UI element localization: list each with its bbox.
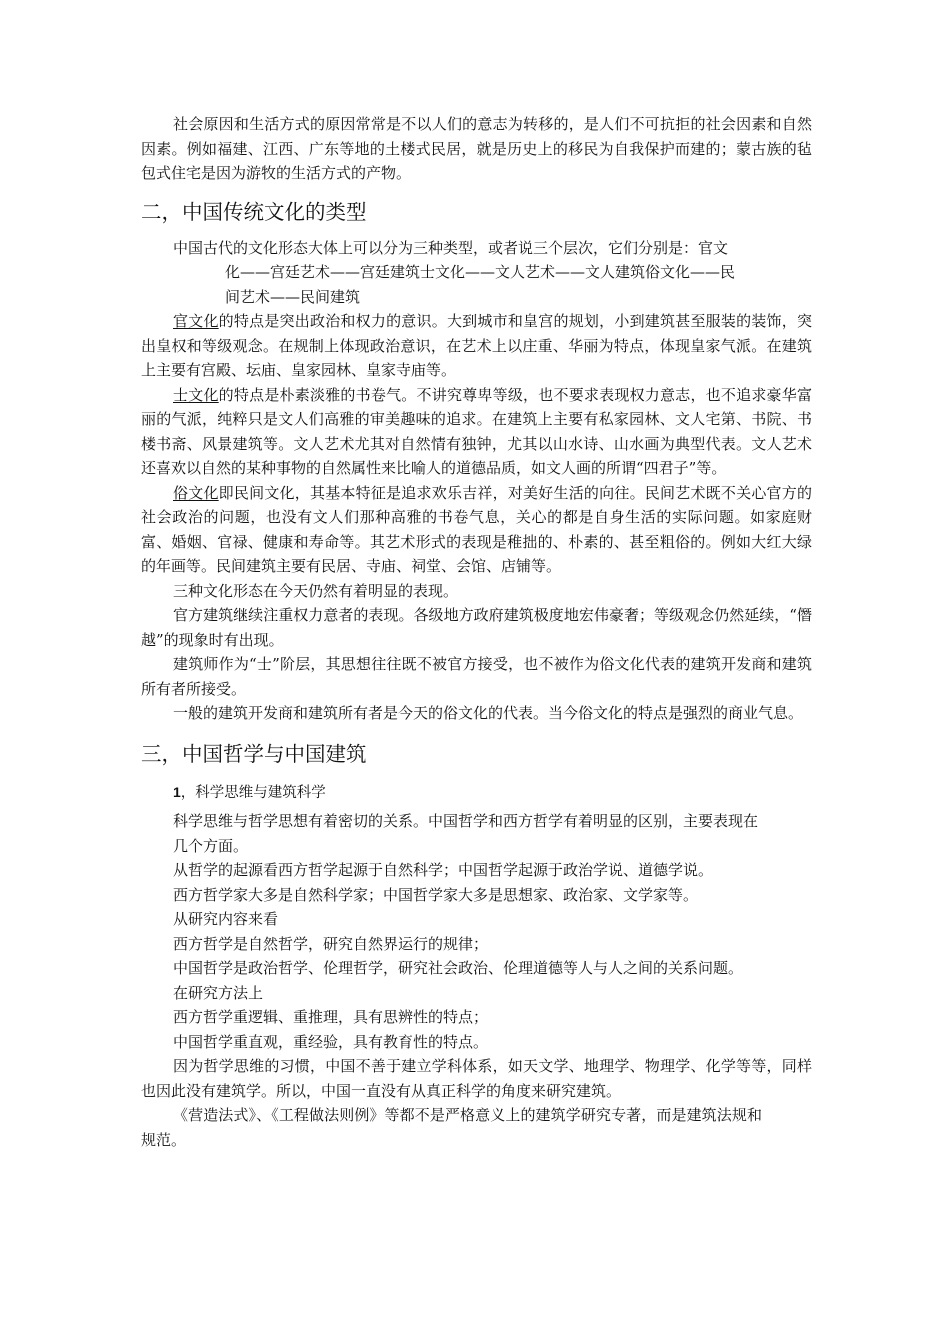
official-culture-text: 的特点是突出政治和权力的意识。大到城市和皇宫的规划，小到建筑甚至服装的装饰，突出皇权和等级观念。在规制上体现政治意识，在艺术上以庄重、华丽为特点，体现皇家气派。在建筑上主要有宫殿、坛庙、皇家园林、皇家寺庙等。 bbox=[141, 312, 812, 379]
philosophy-line-4: 西方哲学是自然哲学，研究自然界运行的规律； bbox=[173, 934, 489, 953]
section-heading-culture-types: 二，中国传统文化的类型 bbox=[141, 199, 367, 224]
philosophy-line-8: 中国哲学重直观，重经验，具有教育性的特点。 bbox=[173, 1032, 489, 1051]
term-official-culture: 官文化 bbox=[173, 312, 219, 330]
philosophy-line-6: 在研究方法上 bbox=[173, 983, 264, 1002]
paragraph-folk-culture bbox=[141, 481, 812, 579]
paragraph-three-forms: 三种文化形态在今天仍然有着明显的表现。 bbox=[173, 581, 459, 600]
philosophy-line-1: 从哲学的起源看西方哲学起源于自然科学；中国哲学起源于政治学说、道德学说。 bbox=[173, 861, 714, 879]
culture-intro-line-1: 中国古代的文化形态大体上可以分为三种类型，或者说三个层次，它们分别是：官文 bbox=[173, 238, 729, 257]
paragraph-philosophy-habit: 因为哲学思维的习惯，中国不善于建立学科体系，如天文学、地理学、物理学、化学等等，同样也因此没有建筑学。所以，中国一直没有从真正科学的角度来研究建筑。 bbox=[141, 1057, 812, 1100]
philosophy-line-0: 科学思维与哲学思想有着密切的关系。中国哲学和西方哲学有着明显的区别，主要表现在几个方面。 bbox=[173, 812, 759, 855]
paragraph-social-causes: 社会原因和生活方式的原因常常是不以人们的意志为转移的，是人们不可抗拒的社会因素和自然因素。例如福建、江西、广东等地的土楼式民居，就是历史上的移民为自我保护而建的；蒙古族的毡包式住宅是因为游牧的生活方式的产物。 bbox=[141, 115, 812, 182]
culture-intro-line-2: 化——宫廷艺术——宫廷建筑士文化——文人艺术——文人建筑俗文化——民 bbox=[225, 263, 736, 281]
paragraph-classic-books: 《营造法式》、《工程做法则例》等都不是严格意义上的建筑学研究专著，而是建筑法规和规范。 bbox=[141, 1106, 762, 1149]
folk-culture-text: 即民间文化，其基本特征是追求欢乐吉祥，对美好生活的向往。民间艺术既不关心官方的社会政治的问题，也没有文人们那种高雅的书卷气息，关心的都是自身生活的实际问题。如家庭财富、婚姻、官禄、健康和寿命等。其艺术形式的表现是稚拙的、朴素的、甚至粗俗的。例如大红大绿的年画等。民间建筑主要有民居、寺庙、祠堂、会馆、店铺等。 bbox=[141, 483, 812, 575]
subsection-number: 1 bbox=[173, 783, 181, 800]
paragraph-official-architecture: 官方建筑继续注重权力意者的表现。各级地方政府建筑极度地宏伟豪奢；等级观念仍然延续，“僭越”的现象时有出现。 bbox=[141, 606, 812, 649]
section-heading-philosophy: 三，中国哲学与中国建筑 bbox=[141, 741, 367, 766]
paragraph-developer: 一般的建筑开发商和建筑所有者是今天的俗文化的代表。当今俗文化的特点是强烈的商业气息。 bbox=[173, 704, 804, 722]
subsection-heading-scientific-thinking bbox=[141, 780, 812, 806]
paragraph-architect: 建筑师作为“士”阶层，其思想往往既不被官方接受，也不被作为俗文化代表的建筑开发商和建筑所有者所接受。 bbox=[141, 655, 812, 698]
paragraph-scholar-culture bbox=[141, 383, 812, 481]
term-folk-culture: 俗文化 bbox=[173, 483, 219, 502]
subsection-title: ，科学思维与建筑科学 bbox=[180, 784, 326, 801]
philosophy-line-3: 从研究内容来看 bbox=[173, 910, 279, 928]
philosophy-line-5: 中国哲学是政治哲学、伦理哲学，研究社会政治、伦理道德等人与人之间的关系问题。 bbox=[173, 959, 744, 977]
philosophy-line-2: 西方哲学家大多是自然科学家；中国哲学家大多是思想家、政治家、文学家等。 bbox=[173, 885, 699, 904]
paragraph-official-culture bbox=[141, 309, 812, 383]
term-scholar-culture: 士文化 bbox=[173, 385, 219, 404]
scholar-culture-text: 的特点是朴素淡雅的书卷气。不讲究尊卑等级，也不要求表现权力意志，也不追求豪华富丽的气派，纯粹只是文人们高雅的审美趣味的追求。在建筑上主要有私家园林、文人宅第、书院、书楼书斋、风景建筑等。文人艺术尤其对自然情有独钟，尤其以山水诗、山水画为典型代表。文人艺术还喜欢以自然的某种事物的自然属性来比喻人的道德品质，如文人画的所谓“四君子”等。 bbox=[141, 385, 812, 477]
philosophy-line-7: 西方哲学重逻辑、重推理，具有思辨性的特点； bbox=[173, 1008, 489, 1026]
culture-intro-line-3: 间艺术——民间建筑 bbox=[225, 287, 361, 306]
